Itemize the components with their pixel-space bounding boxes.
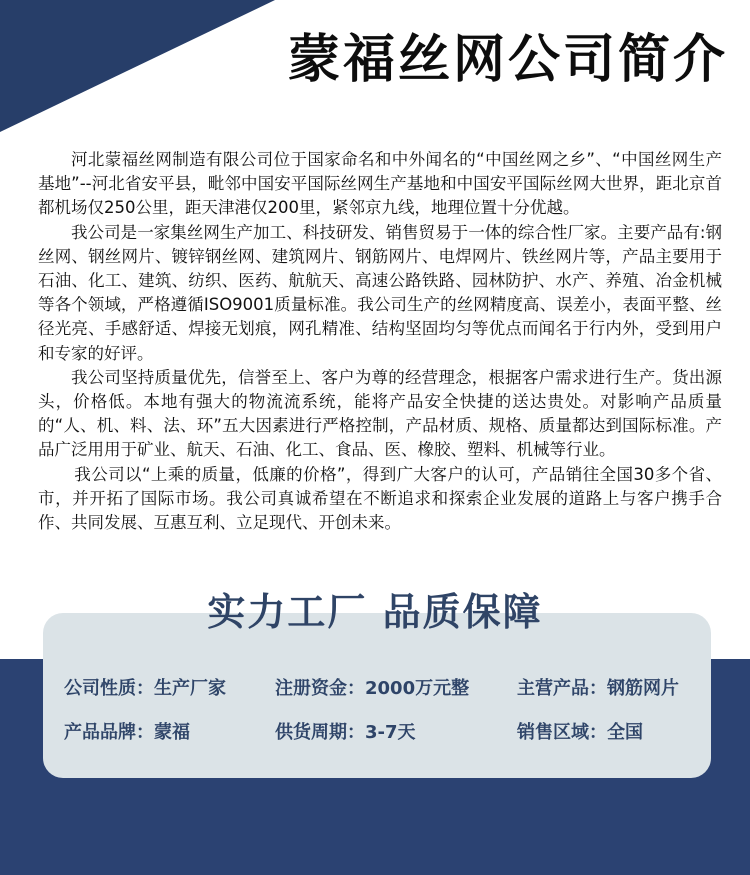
intro-paragraph-location: 河北蒙福丝网制造有限公司位于国家命名和中外闻名的“中国丝网之乡”、“中国丝网生产基地”--河北省安平县，毗邻中国安平国际丝网生产基地和中国安平国际丝网大世界，距北京首都机场仅250公里，距天津港仅200里，紧邻京九线，地理位置十分优越。 — [38, 150, 722, 218]
intro-paragraph-quality: 我公司坚持质量优先，信誉至上、客户为尊的经营理念，根据客户需求进行生产。货出源头，价格低。本地有强大的物流流系统，能将产品安全快捷的送达贵处。对影响产品质量的“人、机、料、法、环”五大因素进行严格控制，产品材质、规格、质量都达到国际标准。产品广泛用用于矿业、航天、石油、化工、食品、医、橡胶、塑料、机械等行业。 — [38, 367, 722, 460]
intro-paragraph-products: 我公司是一家集丝网生产加工、科技研发、销售贸易于一体的综合性厂家。主要产品有:钢丝网、钢丝网片、镀锌钢丝网、建筑网片、钢筋网片、电焊网片、铁丝网片等，产品主要用于石油、化工、建筑、纺织、医药、航航天、高速公路铁路、园林防护、水产、养殖、冶金机械等各个领域，严格遵循ISO9001质量标准。我公司生产的丝网精度高、误差小，表面平整、丝径光亮、手感舒适、焊接无划痕，网孔精准、结构坚固均匀等优点而闻名于行内外，受到用户和专家的好评。 — [38, 222, 722, 363]
intro-paragraph-market: 我公司以“上乘的质量，低廉的价格”，得到广大客户的认可，产品销往全国30多个省、市，并开拓了国际市场。我公司真诚希望在不断追求和探索企业发展的道路上与客户携手合作、共同发展、互惠互利、立足现代、开创未来。 — [38, 464, 722, 533]
info-registered-capital: 注册资金：2000万元整 — [275, 678, 470, 699]
section-heading: 实力工厂 品质保障 — [207, 590, 543, 634]
corner-triangle-decoration — [0, 0, 275, 132]
info-main-product: 主营产品：钢筋网片 — [517, 678, 679, 699]
page-title: 蒙福丝网公司简介 — [287, 30, 728, 90]
info-company-nature: 公司性质：生产厂家 — [64, 678, 226, 699]
company-introduction — [38, 148, 722, 535]
info-sales-region: 销售区域：全国 — [517, 722, 643, 743]
info-supply-period: 供货周期：3-7天 — [275, 722, 416, 743]
info-product-brand: 产品品牌：蒙福 — [64, 722, 190, 743]
